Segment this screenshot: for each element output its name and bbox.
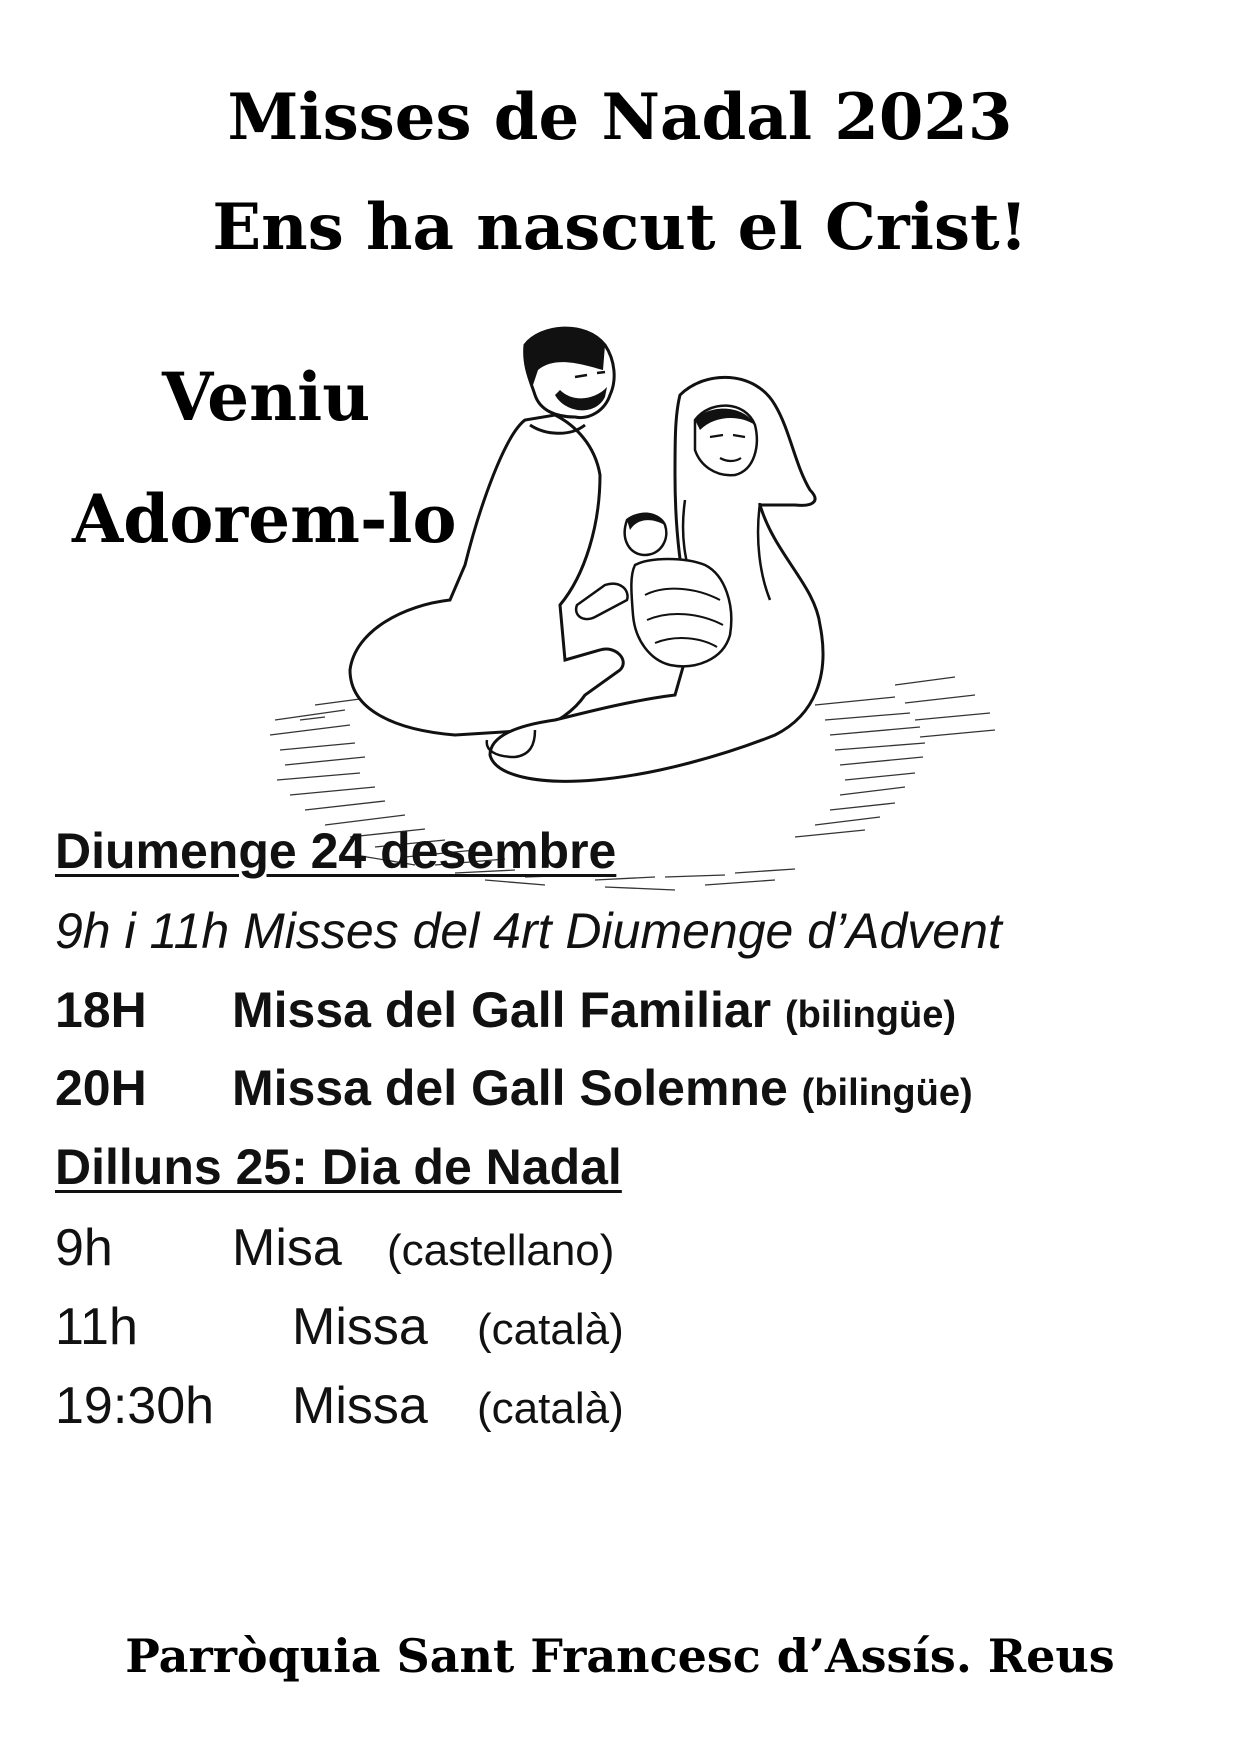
side-text-veniu: Veniu	[162, 358, 371, 436]
language: (català)	[477, 1305, 624, 1354]
time: 20H	[55, 1060, 147, 1116]
schedule-row	[55, 1060, 973, 1116]
event-name: Missa del Gall Familiar	[232, 982, 772, 1038]
event-name: Missa del Gall Solemne	[232, 1060, 788, 1116]
schedule-row	[55, 982, 956, 1038]
time: 18H	[55, 982, 147, 1038]
holy-family-nativity-icon	[255, 325, 1035, 905]
language: (castellano)	[387, 1226, 615, 1275]
day1-heading: Diumenge 24 desembre	[55, 823, 617, 879]
poster-title: Misses de Nadal 2023	[227, 80, 1013, 155]
event-name: Misa	[232, 1219, 342, 1277]
time: 9h	[55, 1219, 113, 1277]
time: 11h	[55, 1298, 138, 1356]
poster-subtitle: Ens ha nascut el Crist!	[212, 190, 1028, 265]
schedule-row	[55, 1219, 615, 1277]
time: 19:30h	[55, 1377, 215, 1435]
language: (català)	[477, 1384, 624, 1433]
schedule-row	[55, 1298, 624, 1356]
schedule-row	[55, 1377, 624, 1435]
parish-footer: Parròquia Sant Francesc d’Assís. Reus	[125, 1629, 1115, 1683]
side-text-adorem: Adorem-lo	[72, 480, 457, 558]
event-name: Missa	[292, 1377, 428, 1435]
language: (bilingüe)	[785, 994, 956, 1036]
event-name: Missa	[292, 1298, 428, 1356]
language: (bilingüe)	[801, 1072, 973, 1114]
day1-note: 9h i 11h Misses del 4rt Diumenge d’Advent	[55, 903, 1002, 959]
day2-heading: Dilluns 25: Dia de Nadal	[55, 1139, 622, 1195]
